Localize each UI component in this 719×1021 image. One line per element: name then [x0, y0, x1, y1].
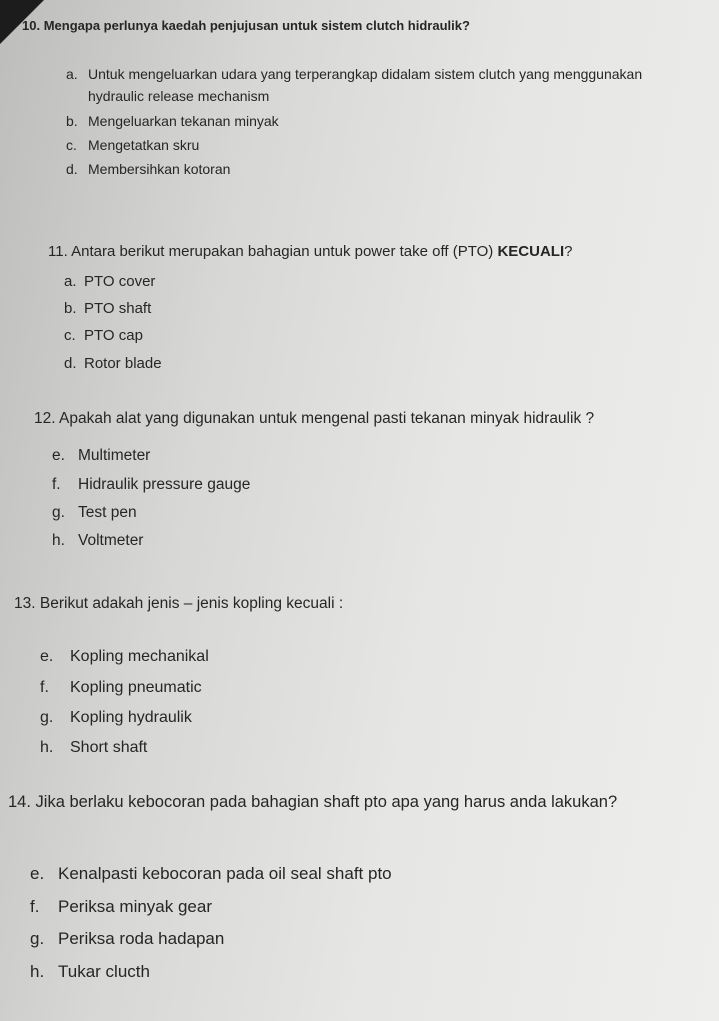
option-h[interactable] — [30, 962, 150, 982]
option-e[interactable] — [40, 648, 209, 666]
option-c[interactable] — [66, 137, 199, 153]
option-f[interactable] — [40, 679, 202, 697]
option-letter: e. — [40, 648, 54, 665]
option-text: Periksa roda hadapan — [58, 929, 225, 948]
option-letter: b. — [64, 300, 77, 317]
option-a[interactable] — [64, 273, 155, 290]
option-text: Multimeter — [78, 447, 151, 464]
option-a-continued — [88, 88, 269, 104]
option-text: Mengetatkan skru — [88, 137, 200, 153]
question-number: 11. — [48, 243, 68, 260]
option-text: Voltmeter — [78, 532, 144, 549]
option-b[interactable] — [64, 300, 151, 317]
option-letter: h. — [30, 962, 45, 981]
option-g[interactable] — [40, 709, 192, 727]
option-letter: f. — [52, 476, 61, 493]
option-g[interactable] — [52, 504, 137, 522]
option-text: Tukar clucth — [58, 962, 150, 981]
question-stem: Mengapa perlunya kaedah penjujusan untuk sistem clutch hidraulik? — [43, 18, 470, 33]
question-stem: Berikut adakah jenis – jenis kopling kecuali : — [39, 595, 344, 612]
option-text: Mengeluarkan tekanan minyak — [88, 113, 279, 129]
option-b[interactable] — [66, 113, 279, 129]
question-stem: Antara berikut merupakan bahagian untuk power take off (PTO) — [71, 243, 494, 260]
question-11-text — [48, 243, 572, 260]
option-text: Kopling mechanikal — [70, 648, 209, 665]
option-text: Test pen — [78, 504, 137, 521]
option-d[interactable] — [64, 355, 162, 372]
option-e[interactable] — [52, 447, 150, 465]
question-14-text — [8, 793, 617, 812]
option-letter: h. — [40, 739, 54, 756]
option-text: Rotor blade — [84, 355, 162, 372]
question-stem-end: ? — [564, 243, 573, 260]
option-f[interactable] — [30, 897, 212, 917]
option-a[interactable] — [66, 66, 642, 82]
option-letter: b. — [66, 113, 78, 129]
option-letter: h. — [52, 532, 65, 549]
question-number: 14. — [8, 793, 31, 811]
option-text: Kenalpasti kebocoran pada oil seal shaft pto — [58, 864, 392, 883]
option-text: PTO shaft — [84, 300, 152, 317]
option-letter: c. — [64, 327, 76, 344]
option-letter: a. — [64, 273, 77, 290]
option-letter: g. — [40, 709, 54, 726]
question-keyword: KECUALI — [497, 243, 565, 260]
option-d[interactable] — [66, 161, 230, 177]
question-number: 10. — [22, 18, 41, 33]
option-text: Membersihkan kotoran — [88, 161, 231, 177]
option-c[interactable] — [64, 327, 143, 344]
option-letter: e. — [52, 447, 65, 464]
option-h[interactable] — [40, 739, 147, 757]
option-text: Periksa minyak gear — [58, 897, 213, 916]
option-text: hydraulic release mechanism — [88, 88, 270, 104]
question-10-text — [22, 18, 470, 33]
question-stem: Jika berlaku kebocoran pada bahagian shaft pto apa yang harus anda lakukan? — [35, 793, 618, 811]
option-text: Kopling hydraulik — [70, 709, 192, 726]
option-text: PTO cover — [84, 273, 156, 290]
question-13-text — [14, 595, 343, 613]
question-number: 13. — [14, 595, 36, 612]
option-letter: a. — [66, 66, 78, 82]
option-text: Short shaft — [70, 739, 148, 756]
option-text: Hidraulik pressure gauge — [78, 476, 251, 493]
option-letter: e. — [30, 864, 45, 883]
option-f[interactable] — [52, 476, 250, 494]
question-stem: Apakah alat yang digunakan untuk mengenal pasti tekanan minyak hidraulik ? — [59, 410, 595, 427]
option-letter: g. — [30, 929, 45, 948]
option-text: Kopling pneumatic — [70, 679, 202, 696]
question-number: 12. — [34, 410, 56, 427]
option-letter: f. — [40, 679, 49, 696]
option-g[interactable] — [30, 929, 224, 949]
option-letter: d. — [66, 161, 78, 177]
option-letter: g. — [52, 504, 65, 521]
option-letter: f. — [30, 897, 40, 916]
option-e[interactable] — [30, 864, 392, 884]
option-text: PTO cap — [84, 327, 143, 344]
option-letter: c. — [66, 137, 77, 153]
option-letter: d. — [64, 355, 77, 372]
option-text: Untuk mengeluarkan udara yang terperangkap didalam sistem clutch yang menggunakan — [88, 66, 643, 82]
question-12-text — [34, 410, 594, 428]
option-h[interactable] — [52, 532, 143, 550]
